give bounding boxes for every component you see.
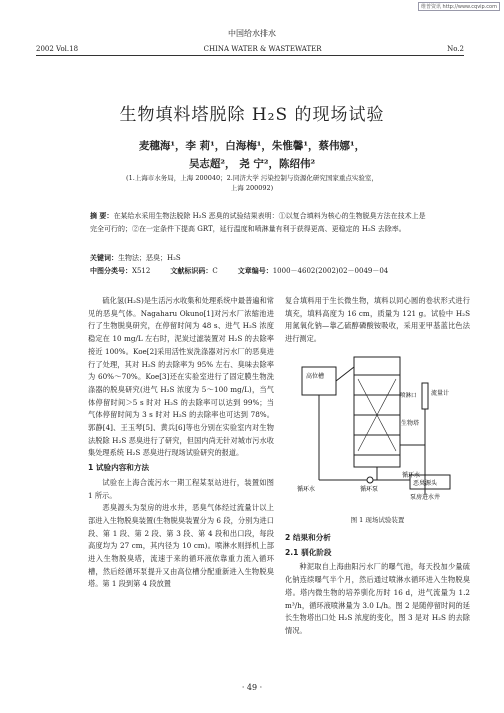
label-return: 循环水 — [297, 486, 316, 493]
intro-paragraph: 硫化氢(H₂S)是生活污水收集和处理系统中最普遍和常见的恶臭气体。Nagaharu Okuno[1]对污水厂浓缩池进行了生物脱臭研究，在停留时间为 48 s、进气 H₂S 浓度稳定在 10 mg/L 左右时，泥炭过滤装置对 H₂S 的去除率接近 100%。Koe[2]采用活性炭洗涤器对污水厂的恶臭进行了处理，其对 H₂S 的去除率为 95% 左右、臭味去除率为 60%～70%。Koe[3]还在实验室进行了固定膜生物洗涤器的脱臭研究(进气 H₂S 浓度为 5～100 mg/L)，当气体停留时间＞5 s 时对 H₂S 的去除率可以达到 99%；当气体停留时间为 3 s 时对 H₂S 的去除率也可达到 78%。郭静[4]、王玉琴[5]、黄兵[6]等也分别在实验室内对生物法脱除 H₂S 恶臭进行了研究，但国内尚无针对城市污水收集处理系统 H₂S 恶臭进行现场试验研究的报道。 — [88, 296, 274, 458]
classification — [90, 266, 450, 276]
label-loop: 循环水 — [402, 472, 421, 479]
label-pump: 循环泵 — [360, 486, 379, 493]
abstract-text: 在某给水采用生物法脱除 H₂S 恶臭的试验结果表明：①以复合填料为核心的生物脱臭方法在技术上是完全可行的；②在一定条件下提高 GRT，延行温度和喷淋量有利于获得更高、更稳定的 H₂S 去除率。 — [90, 212, 426, 233]
label-inlet: 泵房进水井 — [410, 494, 441, 501]
label-source: 恶臭源头 — [413, 480, 438, 487]
label-sprayer: 喷淋口 — [400, 393, 417, 399]
watermark: 维普资讯 http://www.cqvip.com — [418, 2, 500, 11]
tank-shape — [302, 367, 336, 395]
left-column — [88, 295, 274, 591]
section-2-1-heading: 2.1 驯化阶段 — [285, 547, 332, 557]
keywords-text: 生物法；恶臭；H₂S — [118, 254, 181, 262]
doc-label: 文献标识码： — [170, 266, 213, 275]
cls-label: 中图分类号： — [90, 266, 132, 275]
page-number: · 49 · — [241, 683, 263, 692]
authors — [0, 137, 504, 173]
section-2-heading: 2 结果和分析 — [285, 533, 331, 542]
label-tank: 高位槽 — [306, 373, 325, 380]
figure-caption: 图 1 现场试验装置 — [350, 516, 405, 524]
abstract — [90, 210, 430, 236]
header-volume: 2002 Vol.18 — [36, 45, 79, 53]
acclimation-paragraph: 种泥取自上海曲阳污水厂的曝气池，每天投加少量硫化钠连续曝气半个月，然后通过喷淋水循环进入生物脱臭塔。塔内微生物的培养驯化历时 16 d，进气流量为 1.2 m³/h，循环液喷淋量为 3.0 L/h。图 2 是随停留时间的延长生物塔出口处 H₂S 浓度的变化，图 3 是对 H₂S 的去除情况。 — [285, 562, 470, 635]
right-column-top — [285, 295, 470, 346]
affil-line-1: (1.上海市水务局，上海 200040；2.同济大学 污染控制与资源化研究国家重点实验室， — [126, 174, 378, 182]
method-paragraph-2: 恶臭源头为泵房的进水井，恶臭气体经过流量计以上部进入生物脱臭装置(生物脱臭装置分为 6 段，分别为进口段、第 1 段、第 2 段、第 3 段、第 4 段和出口段，每段高度均为 27 cm，其内径为 10 cm)。喷淋水则择机上部进入生物脱臭塔，流速于来的循环液依靠重力流入循环槽，然后经循环泵提升又由高位槽分配重新进入生物脱臭塔。第 1 段到第 4 段放置 — [88, 503, 274, 589]
header-issue: No.2 — [447, 45, 464, 53]
pump-shape — [367, 477, 373, 483]
header-journal: CHINA WATER & WASTEWATER — [203, 45, 322, 53]
journal-name: 中国给水排水 — [228, 29, 276, 38]
right-column-bottom — [285, 530, 470, 638]
method-paragraph-1: 试验在上海合流污水一期工程某泵站进行，装置如图 1 所示。 — [88, 477, 274, 500]
section-1-heading: 1 试验内容和方法 — [88, 463, 150, 473]
affiliations — [60, 173, 444, 193]
meter-shape — [422, 383, 428, 409]
keywords-label: 关键词： — [90, 253, 118, 262]
keywords — [90, 253, 181, 263]
running-header — [36, 45, 464, 56]
affil-line-2: 上海 200092) — [230, 184, 274, 192]
cls-value: X512 — [132, 267, 151, 275]
label-meter: 流量计 — [431, 390, 450, 397]
apparatus-diagram — [292, 345, 462, 505]
label-bio: 生物塔 — [401, 420, 420, 427]
article-value: 1000－4602(2002)02－0049－04 — [272, 267, 389, 275]
article-label: 文章编号： — [237, 266, 273, 275]
authors-line-2: 吴志超²， 尧 宁²，陈绍伟² — [188, 158, 316, 170]
bio-tower-shape — [354, 357, 400, 467]
paper-title: 生物填料塔脱除 H₂S 的现场试验 — [119, 105, 385, 125]
doc-value: C — [212, 267, 218, 275]
abstract-label: 摘 要： — [90, 212, 114, 220]
packing-paragraph: 复合填料用于生长微生物，填料以同心圆的卷状形式进行填充，填料高度为 16 cm，质量为 121 g。试验中 H₂S 用氮氧化钠—靠乙硫醇磷酸铵吸收，采用亚甲基蓝比色法进行测定。 — [285, 296, 470, 344]
authors-line-1: 麦穗海¹，李 莉¹，白海梅¹，朱惟馨¹，蔡伟娜¹， — [138, 140, 366, 152]
